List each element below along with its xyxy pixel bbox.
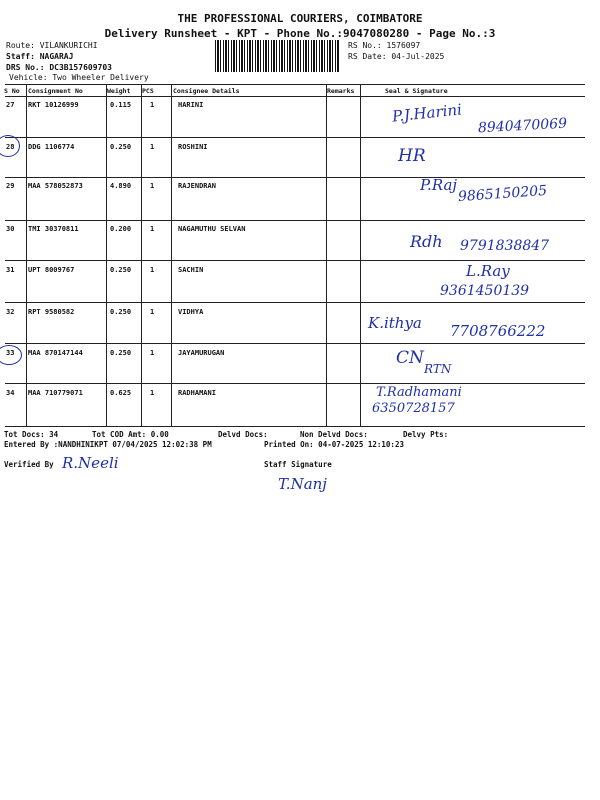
consignment-no: TMI 30370811 xyxy=(28,225,79,233)
col-divider xyxy=(26,84,27,426)
consignee-name: ROSHINI xyxy=(178,143,208,151)
runsheet-subtitle: Delivery Runsheet - KPT - Phone No.:9047080280 - Page No.:3 xyxy=(104,27,496,40)
handwritten-phone: 7708766222 xyxy=(450,322,546,340)
pcs: 1 xyxy=(150,349,155,357)
consignee-name: SACHIN xyxy=(178,266,204,274)
col-header-sno: S No xyxy=(4,87,20,95)
sno: 30 xyxy=(6,225,15,233)
consignee-name: JAYAMURUGAN xyxy=(178,349,225,357)
handwritten-phone: 9791838847 xyxy=(460,238,550,254)
pen-mark-circle xyxy=(0,135,20,157)
total-cod: Tot COD Amt: 0.00 xyxy=(92,430,169,439)
sno: 33 xyxy=(6,349,15,357)
handwritten-phone: 6350728157 xyxy=(372,401,455,416)
printed-on: Printed On: 04-07-2025 12:10:23 xyxy=(264,440,404,449)
col-divider xyxy=(141,84,142,426)
col-header-remarks: Remarks xyxy=(327,87,355,95)
consignee-name: VIDHYA xyxy=(178,308,204,316)
handwritten-signature: Rdh xyxy=(410,232,443,251)
weight: 0.250 xyxy=(110,349,132,357)
pcs: 1 xyxy=(150,389,155,397)
weight: 0.250 xyxy=(110,143,132,151)
handwritten-signature: L.Ray xyxy=(466,262,510,280)
non-delivered-docs: Non Delvd Docs: xyxy=(300,430,368,439)
row-divider xyxy=(5,302,585,303)
staff-signature-label: Staff Signature xyxy=(264,460,332,469)
sno: 32 xyxy=(6,308,15,316)
delivered-docs: Delvd Docs: xyxy=(218,430,268,439)
staff: Staff: NAGARAJ xyxy=(6,52,74,61)
row-divider xyxy=(5,220,585,221)
weight: 0.115 xyxy=(110,101,132,109)
col-divider xyxy=(360,84,361,426)
consignment-no: MAA 578052873 xyxy=(28,182,83,190)
col-divider xyxy=(326,84,327,426)
pcs: 1 xyxy=(150,143,155,151)
row-divider xyxy=(5,343,585,344)
handwritten-signature: K.ithya xyxy=(368,314,422,332)
handwritten-signature: T.Radhamani xyxy=(376,385,462,400)
barcode xyxy=(215,40,340,72)
handwritten-signature: CN xyxy=(396,348,424,368)
pcs: 1 xyxy=(150,225,155,233)
sno: 34 xyxy=(6,389,15,397)
consignment-no: DDG 1106774 xyxy=(28,143,75,151)
handwritten-phone: 9361450139 xyxy=(440,283,530,299)
handwritten-signature: P.J.Harini xyxy=(391,100,463,126)
vehicle: Vehicle: Two Wheeler Delivery xyxy=(9,73,149,82)
consignee-name: RADHAMANI xyxy=(178,389,216,397)
consignment-no: MAA 710779071 xyxy=(28,389,83,397)
sno: 29 xyxy=(6,182,15,190)
total-docs: Tot Docs: 34 xyxy=(4,430,59,439)
table-bottom-border xyxy=(5,426,585,427)
handwritten-signature: P.Raj xyxy=(420,176,458,194)
handwritten-remark: RTN xyxy=(424,362,452,376)
consignment-no: UPT 8009767 xyxy=(28,266,75,274)
col-header-weight: Weight xyxy=(107,87,131,95)
col-divider xyxy=(171,84,172,426)
verified-by-label: Verified By xyxy=(4,460,54,469)
consignee-name: HARINI xyxy=(178,101,204,109)
drs-number: DRS No.: DC3B157609703 xyxy=(6,63,112,72)
weight: 0.250 xyxy=(110,266,132,274)
row-divider xyxy=(5,177,585,178)
verifier-signature: R.Neeli xyxy=(62,454,119,472)
row-divider xyxy=(5,383,585,384)
entered-by: Entered By :NANDHINIKPT 07/04/2025 12:02:38 PM xyxy=(4,440,212,449)
row-divider xyxy=(5,137,585,138)
delivery-points: Delvy Pts: xyxy=(403,430,449,439)
pcs: 1 xyxy=(150,308,155,316)
weight: 0.625 xyxy=(110,389,132,397)
staff-signature: T.Nanj xyxy=(278,475,327,493)
col-header-consignee: Consignee Details xyxy=(173,87,240,95)
table-top-border xyxy=(5,84,585,85)
col-header-signature: Seal & Signature xyxy=(385,87,448,95)
pcs: 1 xyxy=(150,182,155,190)
consignee-name: RAJENDRAN xyxy=(178,182,216,190)
rs-date: RS Date: 04-Jul-2025 xyxy=(348,52,445,61)
consignment-no: MAA 870147144 xyxy=(28,349,83,357)
consignment-no: RPT 9580582 xyxy=(28,308,75,316)
weight: 0.200 xyxy=(110,225,132,233)
sno: 31 xyxy=(6,266,15,274)
handwritten-phone: 9865150205 xyxy=(457,182,548,206)
col-header-consignment: Consignment No xyxy=(28,87,83,95)
handwritten-signature: HR xyxy=(398,146,426,166)
rs-number: RS No.: 1576097 xyxy=(348,41,421,50)
route: Route: VILANKURICHI xyxy=(6,41,98,50)
weight: 4.890 xyxy=(110,182,132,190)
sno: 27 xyxy=(6,101,15,109)
pcs: 1 xyxy=(150,266,155,274)
sno: 28 xyxy=(6,143,15,151)
company-title: THE PROFESSIONAL COURIERS, COIMBATORE xyxy=(177,12,423,25)
handwritten-phone: 8940470069 xyxy=(477,115,568,137)
weight: 0.250 xyxy=(110,308,132,316)
pcs: 1 xyxy=(150,101,155,109)
pen-mark-circle xyxy=(0,345,22,365)
col-divider xyxy=(106,84,107,426)
consignee-name: NAGAMUTHU SELVAN xyxy=(178,225,246,233)
header-bottom-border xyxy=(5,96,585,97)
col-header-pcs: PCS xyxy=(142,87,154,95)
consignment-no: RKT 10126999 xyxy=(28,101,79,109)
row-divider xyxy=(5,260,585,261)
